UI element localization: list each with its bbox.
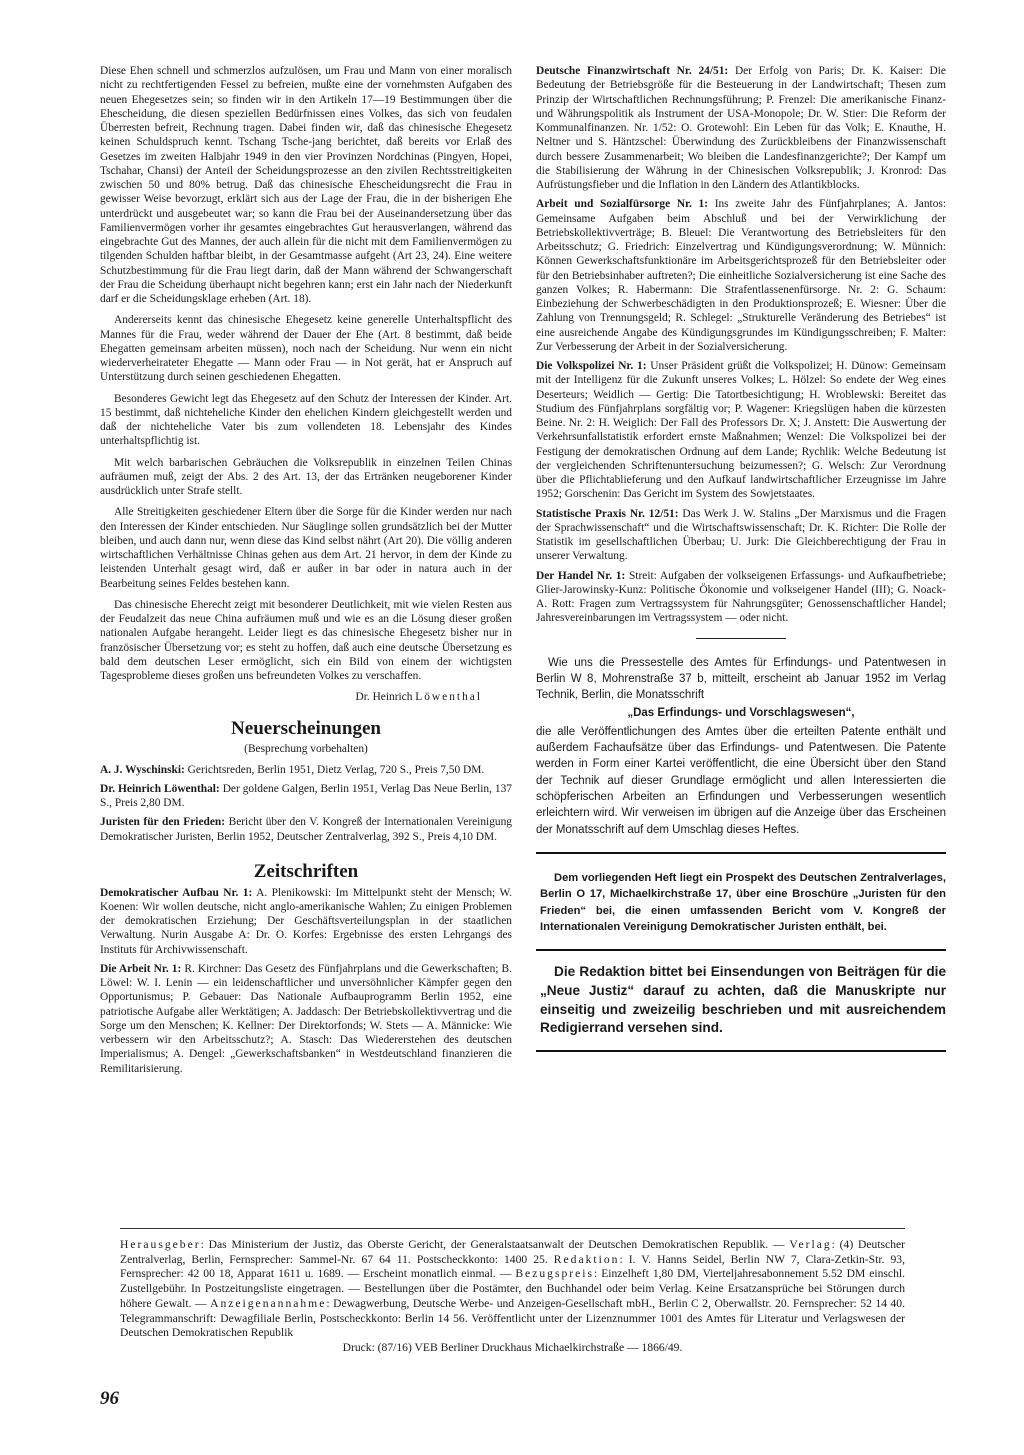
article-paragraph: Mit welch barbarischen Gebräuchen die Volksrepublik in einzelnen Teilen Chinas aufräumen muß, zeigt der Abs. 2 des Art. 13, der das Ertränken neugeborener Kinder ausdrücklich unter Strafe stellt. [100,456,512,497]
imprint-text: : Einzelheft 1,80 DM, Vierteljahresabonnement 5.52 DM einschl. Zustellgebühr. In Postzeitungsliste eingetragen. — Bestellungen über die Postämter, den Buchhandel oder beim Verlag. Keine Ersatzansprüche bei Störungen durch höhere Gewalt. — [120,1267,905,1310]
imprint-print-line: Druck: (87/16) VEB Berliner Druckhaus Michaelkirchstraße — 1866/49. [342,1341,683,1355]
article-paragraph: Andererseits kennt das chinesische Ehegesetz keine generelle Unterhaltspflicht des Mannes für die Frau, weder während der Dauer der Ehe (Art. 8 bestimmt, daß beide Ehegatten gemeinsam arbeiten müssen), noch nach der Scheidung. Nur wenn ein nicht wiederverheirateter Ehegatte — Mann oder Frau — in Not gerät, hat er Anspruch auf Unterstützung durch seinen geschiedenen Ehegatten. [100,314,512,384]
notice-journal-title: „Das Erfindungs- und Vorschlagswesen“, [627,707,855,720]
imprint-label: Redaktion [553,1252,620,1266]
author-first-name: Dr. Heinrich [355,691,416,704]
periodical-entry: Die Arbeit Nr. 1: R. Kirchner: Das Gesetz des Fünfjahrplans und die Gewerkschaften; B. Löwel: W. I. Lenin — ein leidenschaftlicher und unversöhnlicher Kämpfer gegen den Opportunismus; P. Gebauer: Das Nationale Aufbauprogramm Berlin 1952, eine patriotische Aufgabe aller Werktätigen; A. Jaddasch: Der Betriebskollektivvertrag und die Sorge um den Menschen; K. Kellner: Der Direktorfonds; W. Stets — A. Männicke: Wie verbessern wir den Arbeitsschutz?; A. Stasch: Das Wiedererstehen des deutschen Imperialismus; A. Dengel: „Gewerkschaftsbanken“ in Westdeutschland finanzieren die Remilitarisierung. [100,962,512,1075]
page-number: 96 [100,1388,119,1409]
imprint-label: Herausgeber [120,1238,201,1251]
imprint-text: : (4) Deutscher Zentralverlag, Berlin, Fernsprecher: Sammel-Nr. 67 64 11. Postscheckkonto: 1400 25. [120,1238,906,1266]
article-paragraph: Das chinesische Eherecht zeigt mit besonderer Deutlichkeit, mit wie vielen Resten aus der Feudalzeit das neue China aufräumen muß und wie es an die Lösung dieser großen nationalen Aufgabe herangeht. Leider liegt es das chinesische Ehegesetz bisher nur in französischer Übersetzung vor; es steht zu hoffen, daß auch eine deutsche Übersetzung es bald dem deutschen Leser ermöglicht, sich ein Bild von einem der wichtigsten Tagesprobleme dieses großen uns befreundeten Volkes zu verschaffen. [100,598,512,682]
imprint [120,1238,905,1356]
periodical-entry: Die Volkspolizei Nr. 1: Unser Präsident grüßt die Volkspolizei; H. Dünow: Gemeinsam mit der Intelligenz für die Zukunft unseres Volkes; L. Hölzel: So endete der Weg eines Deserteurs; Weidlich — Gertig: Die Tatortbesichtigung; H. Wroblewski: Bereitet das Studium des Fünfjahrplans sorgfältig vor; P. Wagener: Kriegslügen haben die kürzesten Beine. Nr. 2: H. Weiglich: Der Fall des Professors Dr. X; J. Anstett: Die Auswertung der Verkehrsunfallstatistik erfordert ernste Maßnahmen; Wenzel: Die Volkspolizei bei der Festigung der demokratischen Ordnung auf dem Lande; Rychlik: Welche Bedeutung ist der vergleichenden Schriftenuntersuchung beizumessen?; G. Welsch: Zur Verordnung über die Pflichtablieferung und den Aufkauf landwirtschaftlicher Erzeugnisse im Jahre 1952; Gorschenin: Das Gericht im System des Sowjetstaates. [536,360,946,501]
periodical-entry: Deutsche Finanzwirtschaft Nr. 24/51: Der Erfolg von Paris; Dr. K. Kaiser: Die Bedeutung der Betriebsgröße für die Besteuerung in der Landwirtschaft; Thesen zum Prinzip der Wirtschaftlichen Rechnungsführung; P. Frenzel: Die amerikanische Finanz- und Währungspolitik als Instrument der USA-Monopole; Dr. W. Stier: Die Reform der Kommunalfinanzen. Nr. 1/52: O. Grotewohl: Ein Leben für das Volk; E. Knauthe, H. Neltner und S. Häntzschel: Überwindung des Zurückbleibens der Finanzwissenschaft durch bessere Zusammenarbeit; Wo bleiben die Landesfinanzgerichte?; Der Kampf um die Stabilisierung der Währung in der Chinesischen Volksrepublik; J. Kronrod: Das Aufrüstungsfieber und die Inflation in den Ländern des Atlantikblocks. [536,65,946,191]
imprint-text: : I. V. Hanns Seidel, Berlin NW 7, Clara-Zetkin-Str. 93, Fernsprecher: 42 00 18, Apparat 1611 u. 1689. — Erscheint monatlich einmal. — [120,1252,905,1281]
periodical-entry: Der Handel Nr. 1: Streit: Aufgaben der volkseigenen Erfassungs- und Aufkaufbetriebe; Glier-Jarowinsky-Kunz: Politische Ökonomie und volkseigener Handel (III); G. Noack-A. Rott: Fragen zum Vertragssystem für Nahrungsgüter; Genossenschaftlicher Handel; Jahresvereinbarungen im Vertragssystem — oder nicht. [536,569,946,625]
imprint-divider [120,1228,905,1229]
patent-office-notice [536,655,946,839]
section-divider [696,638,786,639]
imprint-label: Anzeigenannahme [210,1296,327,1310]
article-paragraph: Besonderes Gewicht legt das Ehegesetz auf den Schutz der Interessen der Kinder. Art. 15 bestimmt, daß nichteheliche Kinder den ehelichen Kindern gleichgestellt werden und daß der nichteheliche Vater bis zum vollendeten 18. Lebensjahr des Kindes unterhaltspflichtig ist. [100,392,512,448]
periodical-entry: Statistische Praxis Nr. 12/51: Das Werk J. W. Stalins „Der Marxismus und die Fragen der Sprachwissenschaft“ und die Wirtschaftswissenschaft; Dr. K. Richter: Die Rolle der Statistik im gesellschaftlichen Überbau; U. Jurk: Die Gleichberechtigung der Frau in unserer Verwaltung. [536,507,946,563]
left-column [100,64,512,1081]
periodical-entry: Arbeit und Sozialfürsorge Nr. 1: Ins zweite Jahr des Fünfjahrplanes; A. Jantos: Gemeinsame Aufgaben beim Abschluß und bei der Verwirklichung der Betriebskollektivverträge; B. Bleuel: Die Verantwortung des Betriebsleiters für den Arbeitsschutz; G. Friedrich: Einzelvertrag und Kündigungsverordnung; W. Münnich: Können Gewerkschaftsfunktionäre im Arbeitsgerichtsprozeß für den Betriebsleiter oder für den Betriebsinhaber auftreten?; Die einheitliche Sozialversicherung ist eine Sache des ganzen Volkes; R. Habermann: Die Strafentlassenenfürsorge. Nr. 2: G. Schaum: Einbeziehung der Schwerbeschädigten in den Produktionsprozeß; E. Wiesner: Über die Zahlung von Trennungsgeld; R. Schlegel: „Strukturelle Veränderung des Betriebes“ ist eine ausreichende Angabe des Kündigungsgrundes im Kündigungsschreiben; F. Malter: Zur Verbesserung der Arbeit in der Sozialversicherung. [536,198,946,353]
section-subheading: (Besprechung vorbehalten) [244,743,368,756]
right-column [536,64,946,1052]
imprint-text: : Dewagwerbung, Deutsche Werbe- und Anzeigen-Gesellschaft mbH., Berlin C 2, Oberwallstr. 20. Fernsprecher: 52 14 40. Telegrammanschrift: Dewagfiliale Berlin, Postscheckkonto: Berlin 14 56. Veröffentlicht unter der Lizenznummer 1001 des Amtes für Literatur und Verlagswesen der Deutschen Demokratischen Republik [120,1296,906,1340]
imprint-label: Verlag [789,1238,832,1251]
editorial-notice [536,949,946,1052]
bibliography-entry: Dr. Heinrich Löwenthal: Der goldene Galgen, Berlin 1951, Verlag Das Neue Berlin, 137 S., Preis 2,80 DM. [100,782,513,809]
bibliography-entry: Juristen für den Frieden: Bericht über den V. Kongreß der Internationalen Vereinigung Demokratischer Juristen, Berlin 1952, Deutscher Zentralverlag, 392 S., Preis 4,10 DM. [100,816,512,843]
bibliography-entry: A. J. Wyschinski: Gerichtsreden, Berlin 1951, Dietz Verlag, 720 S., Preis 7,50 DM. [100,763,485,776]
article-paragraph: Alle Streitigkeiten geschiedener Eltern über die Sorge für die Kinder werden nur nach den Interessen der Kinder entschieden. Nur Säuglinge sollen grundsätzlich bei der Mutter bleiben, und auch dann nur, wenn diese das Kind selbst nährt (Art 20). Die völlig anderen wirtschaftlichen Verhältnisse Chinas gehen aus dem Art. 21 hervor, in dem der Kinde zu leistenden Unterhalt gesagt wird, daß er außer in bar oder in natura auch in der Bearbeitung seines Feldes bestehen kann. [100,506,512,590]
notice-paragraph: Wie uns die Pressestelle des Amtes für Erfindungs- und Patentwesen in Berlin W 8, Mohrenstraße 37 b, mitteilt, erscheint ab Januar 1952 im Verlag Technik, Berlin, die Monatsschrift [536,656,946,702]
section-heading-periodicals: Zeitschriften [253,860,359,882]
section-heading-new-publications: Neuerscheinungen [231,717,381,739]
prospectus-notice [536,852,946,949]
imprint-text: : Das Ministerium der Justiz, das Oberste Gericht, der Generalstaatsanwalt der Deutschen Demokratischen Republik. — [200,1238,790,1251]
imprint-label: Bezugspreis [515,1267,594,1281]
periodical-entry: Demokratischer Aufbau Nr. 1: A. Plenikowski: Im Mittelpunkt steht der Mensch; W. Koenen: Wir wollen deutsche, nicht anglo-amerikanische Wahlen; Zu einigen Problemen der demokratischen Erziehung; Der Geschäftsverteilungsplan in der staatlichen Verwaltung. Nurin Ausgabe A: Dr. O. Korfes: Ergebnisse des ersten Lehrgangs des Instituts für Archivwissenschaft. [100,886,512,956]
article-author [100,690,482,704]
notice-paragraph: die alle Veröffentlichungen des Amtes über die erteilten Patente enthält und außerdem Fachaufsätze über das Erfindungs- und Patentwesen. Die Patente werden in Form einer Kartei veröffentlicht, die eine Übersicht über den Stand der Technik auf dieser Grundlage ermöglicht und allen Interessierten die schöpferischen Arbeiten an Erfindungen und Verbesserungen wesentlich erleichtern wird. Wir verweisen im übrigen auf die Anzeige über das Erscheinen der Monatsschrift auf dem Umschlag dieses Heftes. [536,725,946,836]
article-paragraph: Diese Ehen schnell und schmerzlos aufzulösen, um Frau und Mann von einer moralisch nicht zu rechtfertigenden Fessel zu befreien, mußte eine der vornehmsten Aufgaben des neuen Ehegesetzes sein; so finden wir in den Artikeln 17—19 Bestimmungen über die Ehescheidung, die diesen speziellen Bedürfnissen eines Volkes, das sich von feudalen Überresten befreit, Rechnung tragen. Dabei finden wir, daß das chinesische Ehegesetz keinen Schuldspruch kennt. Tschang Tsche-jang berichtet, daß bereits vor Erlaß des Gesetzes im zweiten Halbjahr 1949 in den vier Provinzen Nordchinas (Pingyen, Hopei, Tschahar, Chansi) der Anteil der Scheidungsprozesse an den zivilen Rechtsstreitigkeiten zwischen 50 und 80% betrug. Daß das chinesische Ehescheidungsrecht die Frau in gewisser Weise bevorzugt, erklärt sich aus der Lage der Frau, die in der bisherigen Ehe unterdrückt und ausgebeutet war; so kann die Frau bei der Auseinandersetzung über das Familienvermögen vorher ihr gesamtes eingebrachtes Gut herausverlangen, während das eingebrachte Gut des Mannes, der auch allein für die nicht mit dem Familienvermögen zu tilgenden Schulden haftbar bleibt, in der Gesamtmasse aufgeht (Art 23, 24). Eine weitere Schutzbestimmung für die Frau liegt darin, daß der Mann während der Schwangerschaft der Frau die Scheidung überhaupt nicht begehren kann; erst ein Jahr nach der Niederkunft darf er die Scheidungsklage erheben (Art. 18). [100,65,512,305]
author-last-name: Löwenthal [415,691,482,704]
prospectus-text: Dem vorliegenden Heft liegt ein Prospekt des Deutschen Zentralverlages, Berlin O 17, Michaelkirchstraße 17, über eine Broschüre „Juristen für den Frieden“ bei, die einen umfassenden Bericht vom V. Kongreß der Internationalen Vereinigung Demokratischer Juristen enthält, bei. [540,872,946,933]
editorial-text: Die Redaktion bittet bei Einsendungen von Beiträgen für die „Neue Justiz“ darauf zu achten, daß die Manuskripte nur einseitig und zweizeilig beschrieben und mit ausreichendem Redigierrand versehen sind. [540,964,946,1036]
